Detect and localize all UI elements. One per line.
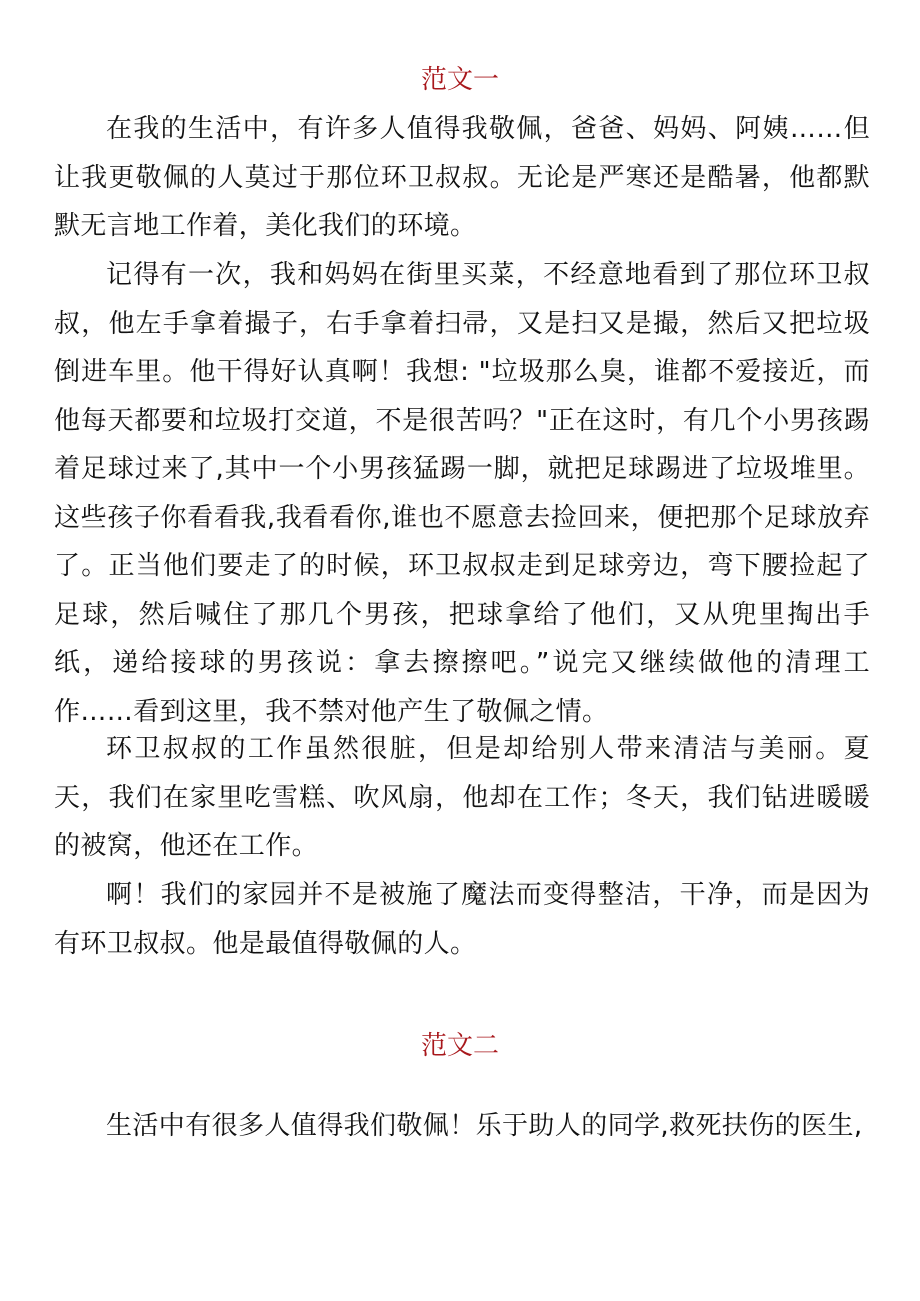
essay1-paragraph-4: 啊！我们的家园并不是被施了魔法而变得整洁，干净，而是因为有环卫叔叔。他是最值得敬佩的人。	[54, 880, 870, 959]
essay1-title: 范文一	[420, 65, 499, 95]
essay1-paragraph-3: 环卫叔叔的工作虽然很脏，但是却给别人带来清洁与美丽。夏天，我们在家里吃雪糕、吹风扇，他却在工作；冬天，我们钻进暖暖的被窝，他还在工作。	[54, 734, 870, 861]
essay2-paragraph-1: 生活中有很多人值得我们敬佩！乐于助人的同学,救死扶伤的医生,	[106, 1111, 863, 1141]
essay2-title: 范文二	[420, 1031, 499, 1061]
essay1-paragraph-2: 记得有一次，我和妈妈在街里买菜，不经意地看到了那位环卫叔叔，他左手拿着撮子，右手拿着扫帚，又是扫又是撮，然后又把垃圾倒进车里。他干得好认真啊！我想: "垃圾那么臭，谁都不爱接近，而他每天都要和垃圾打交道，不是很苦吗？"正在这时，有几个小男孩踢着足球过来了,其中一个小男孩猛踢一脚，就把足球踢进了垃圾堆里。这些孩子你看看我,我看看你,谁也不愿意去捡回来，便把那个足球放弃了。正当他们要走了的时候，环卫叔叔走到足球旁边，弯下腰捡起了足球，然后喊住了那几个男孩，把球拿给了他们，又从兜里掏出手纸，递给接球的男孩说：拿去擦擦吧。”说完又继续做他的清理工作……看到这里，我不禁对他产生了敬佩之情。	[54, 260, 870, 727]
essay1-paragraph-1: 在我的生活中，有许多人值得我敬佩，爸爸、妈妈、阿姨……但让我更敬佩的人莫过于那位环卫叔叔。无论是严寒还是酷暑，他都默默无言地工作着，美化我们的环境。	[54, 114, 870, 241]
